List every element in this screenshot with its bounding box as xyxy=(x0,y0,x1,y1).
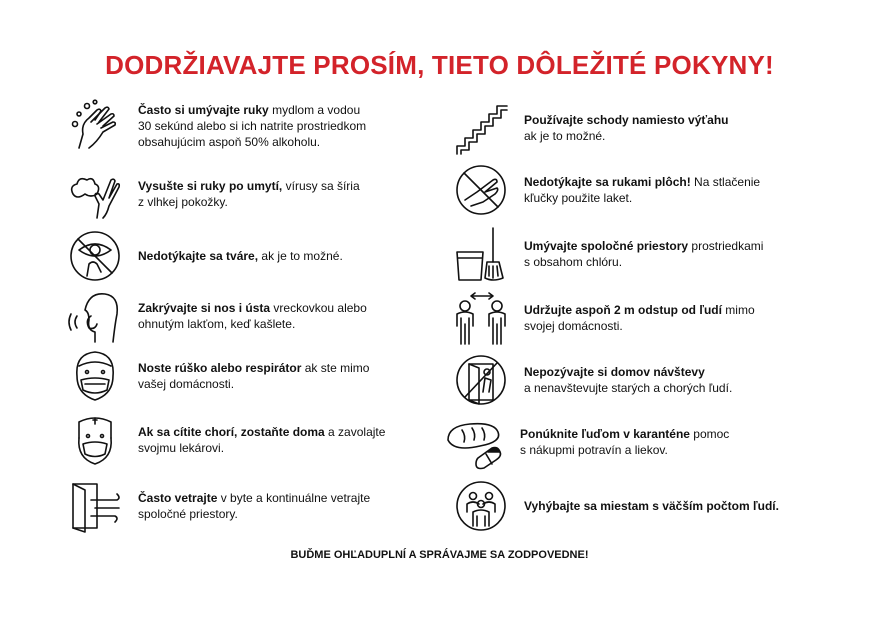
crowd-avoid-icon xyxy=(450,478,512,534)
item-line2: z vlhkej pokožky. xyxy=(138,195,228,209)
item-line2: vašej domácnosti. xyxy=(138,377,235,391)
item-bold: Nedotýkajte sa tváre, xyxy=(138,249,259,263)
item-rest: mydlom a vodou xyxy=(268,103,361,117)
instruction-avoid-crowds xyxy=(450,478,844,534)
item-bold: Noste rúško alebo respirátor xyxy=(138,361,302,375)
item-line2: ak je to možné. xyxy=(524,129,606,143)
item-rest: a zavolajte xyxy=(324,425,386,439)
instruction-distancing xyxy=(450,290,824,346)
instruction-face-mask xyxy=(64,348,438,404)
stairs-icon xyxy=(450,100,512,156)
item-rest: vírusy sa šíria xyxy=(282,179,360,193)
hand-washing-icon xyxy=(64,98,126,154)
item-rest: mimo xyxy=(721,303,755,317)
item-bold: Ponúknite ľuďom v karanténe xyxy=(520,427,690,441)
instruction-no-touch-surface xyxy=(450,162,824,218)
item-line2: s obsahom chlóru. xyxy=(524,255,623,269)
sick-person-icon xyxy=(64,412,126,468)
item-rest: Na stlačenie xyxy=(690,175,761,189)
instruction-ventilate xyxy=(64,478,438,534)
item-rest: prostriedkami xyxy=(688,239,764,253)
item-line2: kľučky použite laket. xyxy=(524,191,633,205)
face-mask-icon xyxy=(64,348,126,404)
distancing-icon xyxy=(450,290,512,346)
instruction-stay-home xyxy=(64,412,438,468)
hand-drying-icon xyxy=(64,166,126,222)
item-bold: Udržujte aspoň 2 m odstup od ľudí xyxy=(524,303,722,317)
item-bold: Často si umývajte ruky xyxy=(138,103,269,117)
item-line3: obsahujúcim aspoň 50% alkoholu. xyxy=(138,135,321,149)
cough-icon xyxy=(64,288,126,344)
item-line2: ohnutým lakťom, keď kašlete. xyxy=(138,317,296,331)
instruction-no-visits xyxy=(450,352,824,408)
instruction-cough xyxy=(64,288,438,344)
item-line2: svojej domácnosti. xyxy=(524,319,623,333)
item-rest: ak je to možné. xyxy=(258,249,343,263)
item-bold: Umývajte spoločné priestory xyxy=(524,239,689,253)
no-touch-surface-icon xyxy=(450,162,512,218)
item-bold: Nedotýkajte sa rukami plôch! xyxy=(524,175,691,189)
item-bold: Zakrývajte si nos i ústa xyxy=(138,301,271,315)
item-line2: 30 sekúnd alebo si ich natrite prostriedkom xyxy=(138,119,367,133)
instruction-stairs xyxy=(450,100,824,156)
item-line2: spoločné priestory. xyxy=(138,507,238,521)
page-title: DODRŽIAVAJTE PROSÍM, TIETO DÔLEŽITÉ POKYNY! xyxy=(105,50,774,80)
item-bold: Vysušte si ruky po umytí, xyxy=(138,179,283,193)
groceries-icon xyxy=(440,414,512,470)
item-line2: s nákupmi potravín a liekov. xyxy=(520,443,668,457)
item-bold: Vyhýbajte sa miestam s väčším počtom ľudí. xyxy=(524,499,779,513)
cleaning-icon xyxy=(450,226,512,282)
item-bold: Ak sa cítite chorí, zostaňte doma xyxy=(138,425,325,439)
instruction-cleaning xyxy=(450,226,824,282)
ventilation-icon xyxy=(64,478,126,534)
item-rest: ak ste mimo xyxy=(301,361,370,375)
instruction-hand-washing xyxy=(64,98,438,154)
item-line2: a nenavštevujte starých a chorých ľudí. xyxy=(524,381,733,395)
no-face-touch-icon xyxy=(64,228,126,284)
item-bold: Používajte schody namiesto výťahu xyxy=(524,113,729,127)
item-rest: pomoc xyxy=(689,427,730,441)
item-bold: Často vetrajte xyxy=(138,491,218,505)
item-bold: Nepozývajte si domov návštevy xyxy=(524,365,705,379)
instruction-hand-drying xyxy=(64,166,438,222)
item-rest: vreckovkou alebo xyxy=(270,301,367,315)
item-line2: svojmu lekárovi. xyxy=(138,441,225,455)
footer-slogan: BUĎME OHĽADUPLNÍ A SPRÁVAJME SA ZODPOVEDNE! xyxy=(290,549,589,561)
no-visits-icon xyxy=(450,352,512,408)
item-rest: v byte a kontinuálne vetrajte xyxy=(217,491,371,505)
instruction-no-face-touch xyxy=(64,228,438,284)
instruction-groceries xyxy=(440,414,820,470)
